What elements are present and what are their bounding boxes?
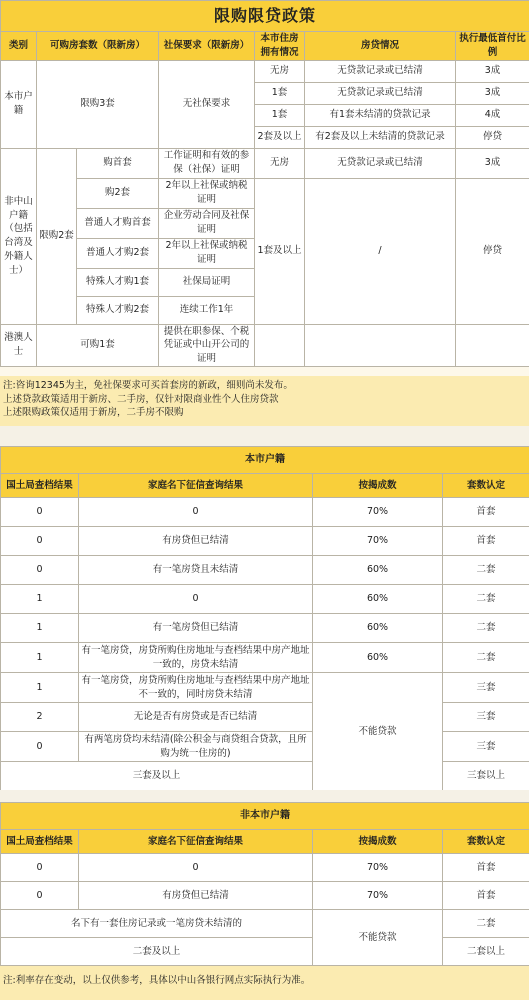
local-loan: 无贷款记录或已结清 — [305, 60, 456, 82]
header-ratio: 按揭成数 — [313, 474, 443, 498]
house-count: 二套 — [443, 614, 529, 643]
credit-result: 有房贷但已结清 — [79, 882, 313, 910]
land-result: 1 — [1, 585, 79, 614]
nonlocal-sub: 特殊人才购1套 — [77, 268, 159, 296]
local-own: 1套 — [255, 82, 305, 104]
nonlocal-resident-loan-table — [0, 802, 529, 966]
credit-result: 有一笔房贷且未结清 — [79, 556, 313, 585]
nonlocal-social: 2年以上社保或纳税证明 — [159, 238, 255, 268]
section-title-local: 本市户籍 — [1, 447, 529, 474]
credit-result: 有一笔房贷但已结清 — [79, 614, 313, 643]
local-resident-loan-table — [0, 446, 529, 791]
house-count: 首套 — [443, 882, 529, 910]
house-count: 二套 — [443, 556, 529, 585]
nonlocal-sub: 购2套 — [77, 178, 159, 208]
land-result: 2 — [1, 703, 79, 732]
hk-own — [255, 324, 305, 366]
two-plus-label: 二套及以上 — [1, 938, 313, 966]
header-ratio: 按揭成数 — [313, 830, 443, 854]
note-policy — [0, 376, 529, 426]
header-social: 社保要求（限新房） — [159, 32, 255, 61]
credit-result: 有两笔房贷均未结清(除公积金与商贷组合贷款，且所购为统一住房的) — [79, 732, 313, 762]
local-loan: 有1套未结清的贷款记录 — [305, 104, 456, 126]
land-result: 0 — [1, 732, 79, 762]
local-social: 无社保要求 — [159, 60, 255, 148]
section-divider — [0, 790, 529, 802]
page-title: 限购限贷政策 — [1, 1, 529, 32]
no-loan: 不能贷款 — [313, 673, 443, 791]
nonlocal-sub: 购首套 — [77, 148, 159, 178]
header-limit: 可购房套数（限新房） — [37, 32, 159, 61]
nonlocal-limit: 限购2套 — [37, 148, 77, 324]
note-disclaimer — [0, 966, 529, 1000]
house-count: 首套 — [443, 498, 529, 527]
land-result: 0 — [1, 882, 79, 910]
nonlocal-social: 2年以上社保或纳税证明 — [159, 178, 255, 208]
nonlocal-ratio: 3成 — [456, 148, 529, 178]
one-house-label: 名下有一套住房记录或一笔房贷未结清的 — [1, 910, 313, 938]
house-count: 二套 — [443, 643, 529, 673]
header-credit: 家庭名下征信查询结果 — [79, 830, 313, 854]
hk-loan — [305, 324, 456, 366]
nonlocal-sub: 普通人才购首套 — [77, 208, 159, 238]
nonlocal-social: 企业劳动合同及社保证明 — [159, 208, 255, 238]
three-plus-label: 三套及以上 — [1, 762, 313, 791]
header-count: 套数认定 — [443, 474, 529, 498]
header-land: 国土局查档结果 — [1, 474, 79, 498]
land-result: 0 — [1, 498, 79, 527]
house-count: 二套 — [443, 910, 529, 938]
land-result: 0 — [1, 556, 79, 585]
local-own: 无房 — [255, 60, 305, 82]
header-credit: 家庭名下征信查询结果 — [79, 474, 313, 498]
loan-ratio: 70% — [313, 854, 443, 882]
note-line: 上述贷款政策适用于新房、二手房，仅针对限商业性个人住房贷款 — [3, 393, 279, 405]
local-own: 1套 — [255, 104, 305, 126]
hk-social: 提供在职参保、个税凭证或中山开公司的证明 — [159, 324, 255, 366]
nonlocal-sub: 普通人才购2套 — [77, 238, 159, 268]
house-count: 首套 — [443, 527, 529, 556]
local-own: 2套及以上 — [255, 126, 305, 148]
loan-ratio: 60% — [313, 643, 443, 673]
local-ratio: 3成 — [456, 60, 529, 82]
hk-category: 港澳人士 — [1, 324, 37, 366]
land-result: 0 — [1, 527, 79, 556]
header-own: 本市住房拥有情况 — [255, 32, 305, 61]
land-result: 1 — [1, 673, 79, 703]
local-limit: 限购3套 — [37, 60, 159, 148]
nonlocal-sub: 特殊人才购2套 — [77, 296, 159, 324]
nonlocal-ratio-other: 停贷 — [456, 178, 529, 324]
hk-ratio — [456, 324, 529, 366]
house-count: 二套 — [443, 585, 529, 614]
credit-result: 0 — [79, 498, 313, 527]
nonlocal-social: 连续工作1年 — [159, 296, 255, 324]
local-ratio: 4成 — [456, 104, 529, 126]
nonlocal-own-other: 1套及以上 — [255, 178, 305, 324]
nonlocal-social: 社保局证明 — [159, 268, 255, 296]
header-land: 国土局查档结果 — [1, 830, 79, 854]
house-count: 三套以上 — [443, 762, 529, 791]
credit-result: 有一笔房贷，房贷所购住房地址与查档结果中房产地址一致的，房贷未结清 — [79, 643, 313, 673]
section-divider — [0, 426, 529, 446]
local-loan: 无贷款记录或已结清 — [305, 82, 456, 104]
note-line: 上述限购政策仅适用于新房，二手房不限购 — [3, 407, 184, 418]
header-category: 类别 — [1, 32, 37, 61]
house-count: 三套 — [443, 703, 529, 732]
local-ratio: 3成 — [456, 82, 529, 104]
credit-result: 有房贷但已结清 — [79, 527, 313, 556]
loan-ratio: 60% — [313, 585, 443, 614]
section-title-nonlocal: 非本市户籍 — [1, 803, 529, 830]
loan-ratio: 70% — [313, 882, 443, 910]
nonlocal-loan: 无贷款记录或已结清 — [305, 148, 456, 178]
header-ratio: 执行最低首付比例 — [456, 32, 529, 61]
credit-result: 有一笔房贷，房贷所购住房地址与查档结果中房产地址不一致的，同时房贷未结清 — [79, 673, 313, 703]
local-ratio: 停贷 — [456, 126, 529, 148]
loan-ratio: 70% — [313, 498, 443, 527]
loan-ratio: 60% — [313, 614, 443, 643]
header-loan: 房贷情况 — [305, 32, 456, 61]
hk-limit: 可购1套 — [37, 324, 159, 366]
nonlocal-loan-other: / — [305, 178, 456, 324]
loan-ratio: 60% — [313, 556, 443, 585]
land-result: 1 — [1, 643, 79, 673]
house-count: 二套以上 — [443, 938, 529, 966]
local-loan: 有2套及以上未结清的贷款记录 — [305, 126, 456, 148]
land-result: 1 — [1, 614, 79, 643]
credit-result: 0 — [79, 854, 313, 882]
nonlocal-category: 非中山户籍（包括台湾及外籍人士） — [1, 148, 37, 324]
credit-result: 无论是否有房贷或是否已结清 — [79, 703, 313, 732]
no-loan: 不能贷款 — [313, 910, 443, 966]
purchase-loan-policy-table — [0, 0, 529, 367]
local-category: 本市户籍 — [1, 60, 37, 148]
house-count: 三套 — [443, 673, 529, 703]
note-line: 注:利率存在变动，以上仅供参考，具体以中山各银行网点实际执行为准。 — [3, 975, 311, 986]
note-line: 注:咨询12345为主，免社保要求可买首套房的新政，细则尚未发布。 — [3, 380, 293, 391]
nonlocal-social: 工作证明和有效的参保（社保）证明 — [159, 148, 255, 178]
house-count: 三套 — [443, 732, 529, 762]
house-count: 首套 — [443, 854, 529, 882]
land-result: 0 — [1, 854, 79, 882]
nonlocal-own: 无房 — [255, 148, 305, 178]
loan-ratio: 70% — [313, 527, 443, 556]
credit-result: 0 — [79, 585, 313, 614]
header-count: 套数认定 — [443, 830, 529, 854]
